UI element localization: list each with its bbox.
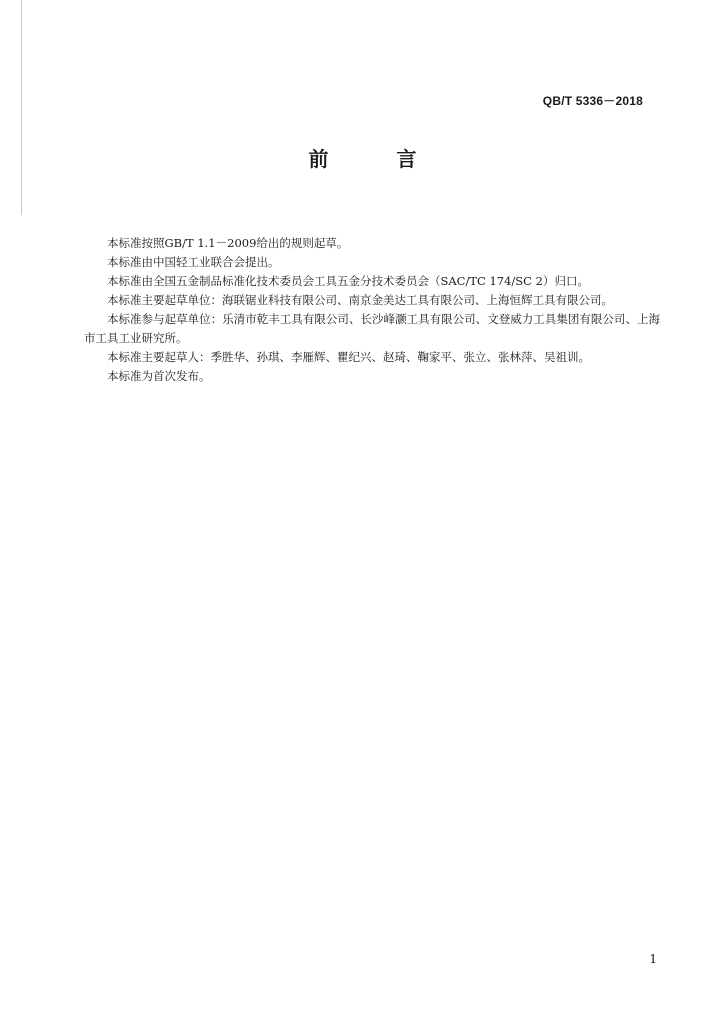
foreword-body [84, 234, 660, 386]
paragraph-first-release: 本标准为首次发布。 [107, 369, 211, 383]
page-title: 前 言 [308, 147, 441, 171]
binding-margin-line [21, 0, 22, 215]
page-number: 1 [649, 952, 657, 966]
paragraph-administration: 本标准由全国五金制品标准化技术委员会工具五金分技术委员会（SAC/TC 174/SC 2）归口。 [107, 274, 589, 288]
paragraph-drafting-rules: 本标准按照GB/T 1.1－2009给出的规则起草。 [107, 236, 349, 250]
paragraph-main-drafters: 本标准主要起草人：季胜华、孙琪、李雁辉、瞿纪兴、赵琦、鞠家平、张立、张林萍、吴祖训。 [107, 350, 590, 364]
paragraph-proposer: 本标准由中国轻工业联合会提出。 [107, 255, 280, 269]
standard-code: QB/T 5336－2018 [542, 94, 643, 108]
paragraph-participating-units: 本标准参与起草单位：乐清市乾丰工具有限公司、长沙峰灏工具有限公司、文登威力工具集团有限公司、上海市工具工业研究所。 [84, 312, 660, 345]
paragraph-main-drafting-units: 本标准主要起草单位：海联锯业科技有限公司、南京金美达工具有限公司、上海恒辉工具有限公司。 [107, 293, 613, 307]
